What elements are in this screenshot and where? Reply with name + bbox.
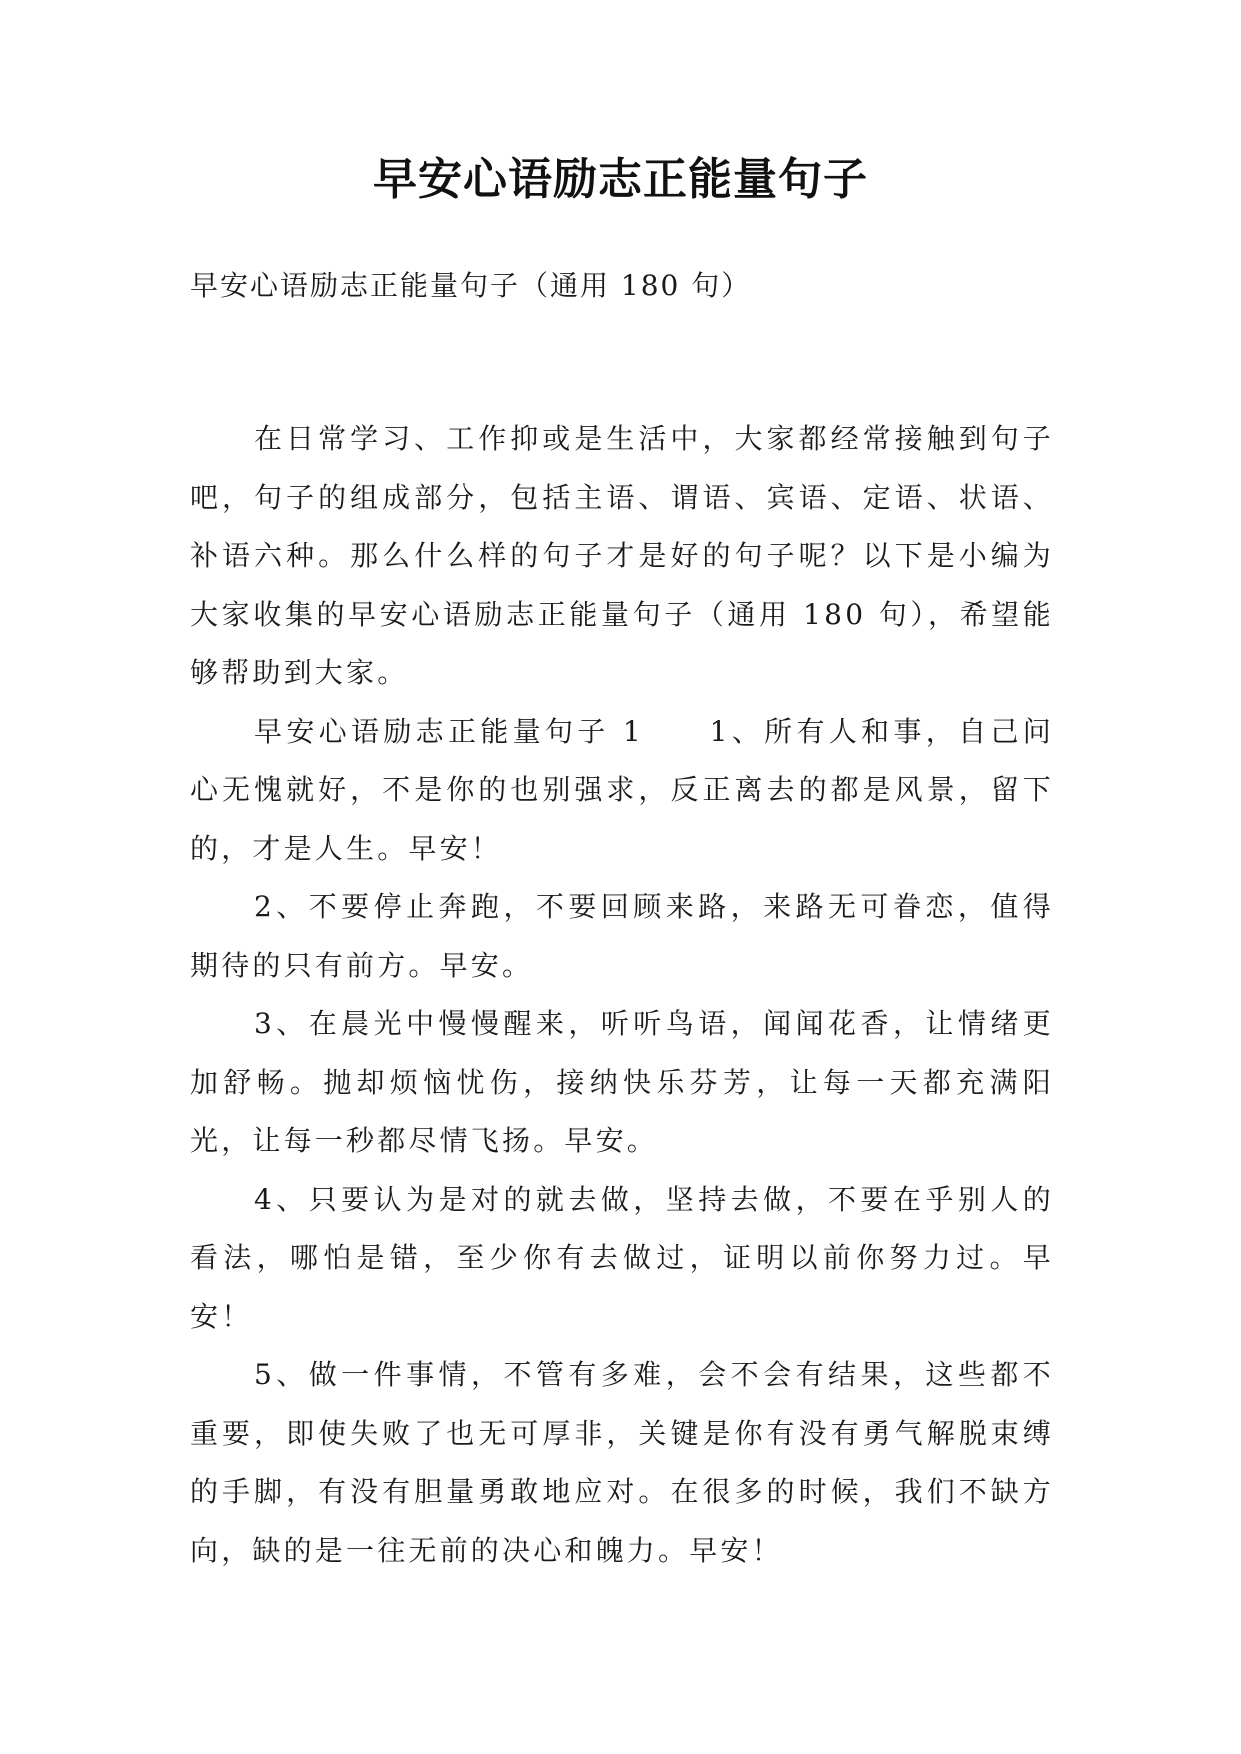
- quote-paragraph-5: 5、做一件事情，不管有多难，会不会有结果，这些都不重要，即使失败了也无可厚非，关键是你有没有勇气解脱束缚的手脚，有没有胆量勇敢地应对。在很多的时候，我们不缺方向，缺的是一往无前的决心和魄力。早安！: [190, 1358, 1054, 1567]
- quote-paragraph-4: 4、只要认为是对的就去做，坚持去做，不要在乎别人的看法，哪怕是错，至少你有去做过，证明以前你努力过。早安！: [190, 1182, 1054, 1333]
- quote-paragraph-3: 3、在晨光中慢慢醒来，听听鸟语，闻闻花香，让情绪更加舒畅。抛却烦恼忧伤，接纳快乐芬芳，让每一天都充满阳光，让每一秒都尽情飞扬。早安。: [190, 1007, 1054, 1157]
- intro-paragraph: 在日常学习、工作抑或是生活中，大家都经常接触到句子吧，句子的组成部分，包括主语、谓语、宾语、定语、状语、补语六种。那么什么样的句子才是好的句子呢？以下是小编为大家收集的早安心语励志正能量句子（通用 180 句），希望能够帮助到大家。: [190, 422, 1054, 689]
- quote-paragraph-1: 早安心语励志正能量句子 1 1、所有人和事，自己问心无愧就好，不是你的也别强求，反正离去的都是风景，留下的，才是人生。早安！: [190, 714, 1054, 865]
- document-subtitle: 早安心语励志正能量句子（通用 180 句）: [190, 269, 752, 302]
- document-body: [190, 410, 1054, 1580]
- quote-paragraph-2: 2、不要停止奔跑，不要回顾来路，来路无可眷恋，值得期待的只有前方。早安。: [190, 890, 1054, 982]
- document-title: 早安心语励志正能量句子: [373, 154, 868, 205]
